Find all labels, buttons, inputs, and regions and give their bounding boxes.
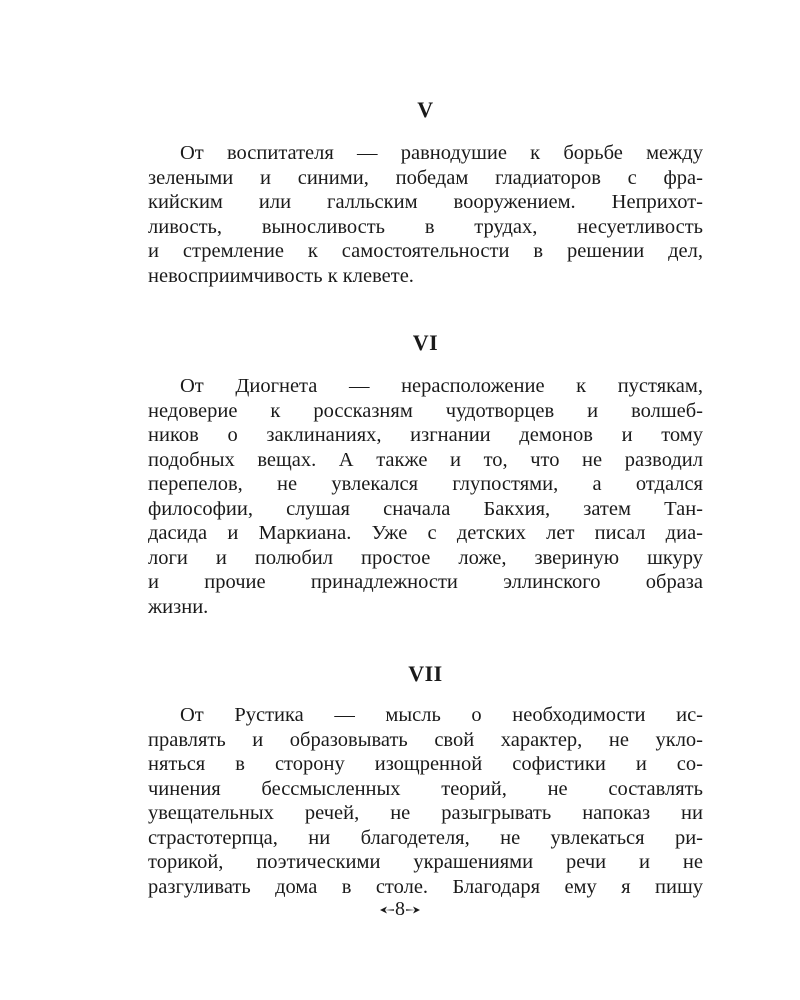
section-vii-paragraph	[148, 703, 703, 899]
text-line: ников о заклинаниях, изгнании демонов и тому	[148, 424, 703, 446]
text-line: ливость, выносливость в трудах, несуетливость	[148, 215, 703, 238]
ornament-left-icon	[379, 905, 395, 915]
text-line: увещательных речей, не разыгрывать напоказ ни	[148, 802, 703, 824]
section-heading-vi: VI	[412, 330, 439, 355]
text-line: философии, слушая сначала Бакхия, затем Тан-	[148, 497, 703, 520]
text-line: и стремление к самостоятельности в решении дел,	[148, 240, 703, 262]
section-heading-vii: VII	[408, 661, 443, 686]
text-line: логи и полюбил простое ложе, звериную шкуру	[148, 546, 703, 569]
text-line: жизни.	[148, 595, 209, 618]
text-line: разгуливать дома в столе. Благодаря ему я пишу	[148, 875, 703, 898]
text-line: страстотерпца, ни благодетеля, не увлекаться ри-	[148, 826, 703, 849]
text-line: и прочие принадлежности эллинского образа	[148, 571, 703, 593]
text-line: кийским или галльским вооружением. Неприхот-	[148, 191, 703, 213]
text-line: чинения бессмысленных теорий, не составлять	[148, 777, 703, 800]
section-heading-v: V	[417, 97, 434, 122]
text-line: От воспитателя — равнодушие к борьбе между	[180, 142, 703, 164]
text-line: От Диогнета — нерасположение к пустякам,	[180, 375, 703, 397]
text-line: недоверие к россказням чудотворцев и волшеб-	[148, 399, 703, 422]
text-line: няться в сторону изощренной софистики и со-	[148, 753, 703, 775]
text-line: перепелов, не увлекался глупостями, а отдался	[148, 473, 703, 495]
page-number-footer	[0, 896, 800, 922]
text-line: зелеными и синими, победам гладиаторов с фра-	[148, 166, 703, 189]
text-line: правлять и образовывать свой характер, не укло-	[148, 728, 703, 751]
text-line: невосприимчивость к клевете.	[148, 264, 414, 287]
book-page	[148, 90, 703, 899]
text-line: От Рустика — мысль о необходимости ис-	[180, 704, 703, 726]
text-line: подобных вещах. А также и то, что не разводил	[148, 448, 703, 471]
page-number: 8	[395, 898, 405, 920]
text-line: дасида и Маркиана. Уже с детских лет писал диа-	[148, 522, 703, 544]
ornament-right-icon	[405, 905, 421, 915]
section-v-paragraph	[148, 141, 703, 288]
text-line: торикой, поэтическими украшениями речи и не	[148, 851, 703, 873]
section-vi-paragraph	[148, 374, 703, 619]
